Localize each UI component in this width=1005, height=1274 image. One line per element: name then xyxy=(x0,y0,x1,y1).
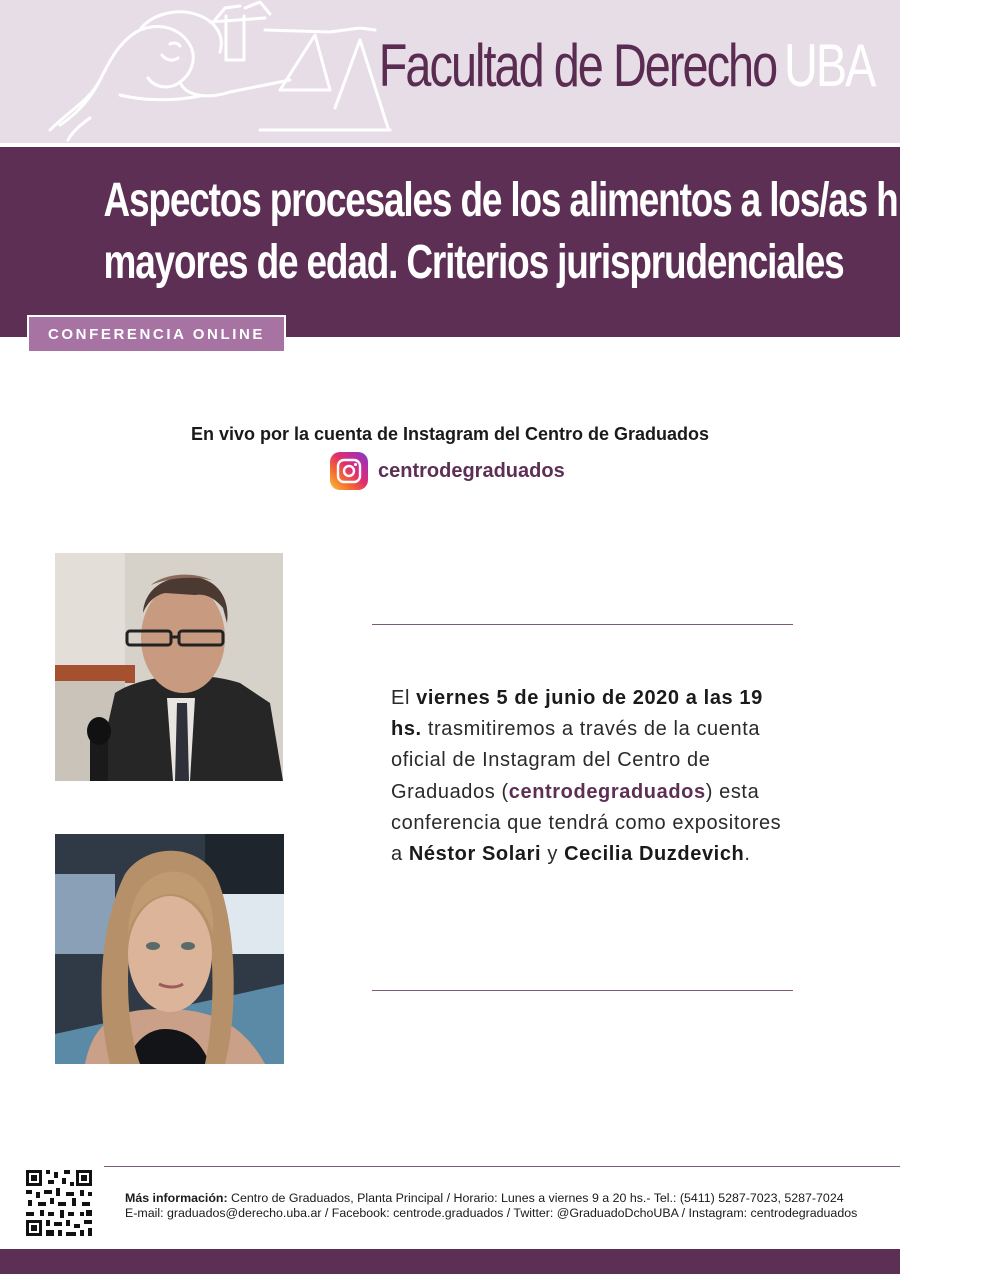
speaker-photo-cecilia-duzdevich xyxy=(55,834,284,1064)
faculty-name: Facultad de Derecho xyxy=(378,32,776,99)
event-description xyxy=(391,683,791,870)
qr-code-icon[interactable] xyxy=(24,1168,94,1238)
footer-info xyxy=(125,1191,857,1220)
title-line-2: mayores de edad. Criterios jurisprudenciales xyxy=(103,236,844,289)
desc-text: El xyxy=(391,687,417,709)
divider-bottom xyxy=(372,990,793,991)
desc-instagram-handle: centrodegraduados xyxy=(508,780,706,803)
live-announcement: En vivo por la cuenta de Instagram del Centro de Graduados xyxy=(190,424,710,444)
event-datetime: viernes 5 de junio de 2020 a las 19 hs. xyxy=(391,687,763,741)
justice-illustration-icon xyxy=(30,0,400,143)
page-title xyxy=(0,170,1005,294)
footer-band xyxy=(0,1249,900,1274)
instagram-account[interactable] xyxy=(330,452,565,490)
footer-divider xyxy=(104,1166,900,1167)
footer-contact: Centro de Graduados, Planta Principal / Horario: Lunes a viernes 9 a 20 hs.- Tel.: (5411) 5287-7023, 5287-7024 xyxy=(227,1191,844,1205)
divider-top xyxy=(372,624,793,625)
desc-text: ) esta conferencia que tendrá como expositores a xyxy=(391,780,782,866)
conference-tag: CONFERENCIA ONLINE xyxy=(27,315,286,353)
speaker-photo-nestor-solari xyxy=(55,553,283,781)
footer-line-2: E-mail: graduados@derecho.uba.ar / Facebook: centrode.graduados / Twitter: @GraduadoDchoUBA / Instagram: centrodegraduados xyxy=(125,1205,858,1220)
footer-label: Más información: xyxy=(125,1191,228,1205)
speaker-name-2: Cecilia Duzdevich xyxy=(564,843,745,866)
speaker-name-1: Néstor Solari xyxy=(408,843,542,866)
footer-line-1 xyxy=(125,1191,857,1206)
desc-text: y xyxy=(541,843,565,866)
instagram-icon xyxy=(330,452,368,490)
title-line-1: Aspectos procesales de los alimentos a los/as hijos/as xyxy=(103,174,1005,227)
faculty-logotype xyxy=(378,32,874,99)
desc-text: trasmitiremos a través de la cuenta oficial de Instagram del Centro de Graduados ( xyxy=(391,718,761,803)
instagram-handle: centrodegraduados xyxy=(378,459,565,482)
uba-label: UBA xyxy=(783,32,874,99)
desc-text: . xyxy=(744,843,751,866)
